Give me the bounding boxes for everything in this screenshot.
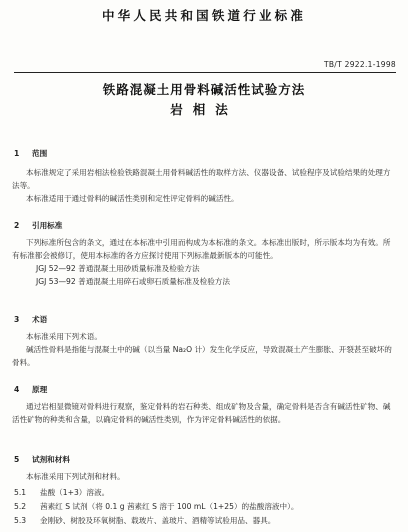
section-number: 5	[14, 455, 20, 464]
section-title: 引用标准	[32, 221, 63, 230]
section-title: 试剂和材料	[32, 455, 70, 464]
referenced-standard: JGJ 52—92 普通混凝土用砂质量标准及检验方法	[36, 264, 200, 273]
standard-masthead: 中华人民共和国铁道行业标准	[101, 8, 307, 23]
paragraph: 通过岩相显微镜对骨料进行观察，鉴定骨料的岩石种类、组成矿物及含量，确定骨料是否含有碱活性矿物、碱活性矿物的种类和含量，以确定骨料的碱活性类别，作为评定骨料碱活性的依据。	[12, 402, 391, 424]
section-number: 1	[14, 149, 20, 158]
item-text: 茜素红 S 试剂（将 0.1 g 茜素红 S 溶于 100 mL（1+25）的盐酸溶液中）。	[40, 502, 299, 511]
paragraph: 本标准适用于通过骨料的碱活性类别和定性评定骨料的碱活性。	[26, 194, 239, 203]
section-3-heading	[14, 314, 47, 325]
item-text: 金刚砂、树胶及环氧树脂、载玻片、盖玻片、酒精等试验用品、器具。	[40, 516, 276, 525]
section-number: 3	[14, 315, 20, 324]
section-4-body	[12, 400, 394, 426]
paragraph: 碱活性骨料是指能与混凝土中的碱（以当量 Na₂O 计）发生化学反应，导致混凝土产生膨胀、开裂甚至破坏的骨料。	[12, 345, 392, 367]
section-1-body	[12, 166, 394, 205]
section-title: 范围	[32, 149, 48, 158]
section-2-heading	[14, 220, 62, 231]
paragraph: 下列标准所包含的条文，通过在本标准中引用而构成为本标准的条文。本标准出版时，所示版本均为有效。所有标准都会被修订，使用本标准的各方应探讨使用下列标准最新版本的可能性。	[12, 238, 391, 260]
document-subtitle: 岩相法	[170, 102, 238, 117]
paragraph: 本标准采用下列术语。	[26, 332, 102, 341]
section-number: 4	[14, 385, 20, 394]
section-3-body	[12, 330, 394, 369]
section-2-body	[12, 236, 394, 288]
standard-code: TB/T 2922.1-1998	[323, 60, 396, 69]
section-title: 原理	[32, 385, 48, 394]
header-rule	[14, 72, 396, 73]
item-text: 盐酸（1+3）溶液。	[40, 488, 110, 497]
item-number: 5.1	[14, 488, 27, 497]
section-5-heading	[14, 454, 70, 465]
section-5-intro	[12, 470, 394, 483]
item-number: 5.3	[14, 516, 27, 525]
section-number: 2	[14, 221, 20, 230]
list-item	[14, 487, 394, 498]
list-item	[14, 515, 394, 526]
section-4-heading	[14, 384, 47, 395]
document-title: 铁路混凝土用骨料碱活性试验方法	[102, 82, 306, 97]
list-item	[14, 501, 394, 512]
item-number: 5.2	[14, 502, 27, 511]
paragraph: 本标准采用下列试剂和材料。	[26, 472, 125, 481]
section-title: 术语	[32, 315, 48, 324]
referenced-standard: JGJ 53—92 普通混凝土用碎石或卵石质量标准及检验方法	[36, 277, 230, 286]
section-1-heading	[14, 148, 47, 159]
paragraph: 本标准规定了采用岩相法检验铁路混凝土用骨料碱活性的取样方法、仪器设备、试验程序及试验结果的处理方法等。	[12, 168, 391, 190]
